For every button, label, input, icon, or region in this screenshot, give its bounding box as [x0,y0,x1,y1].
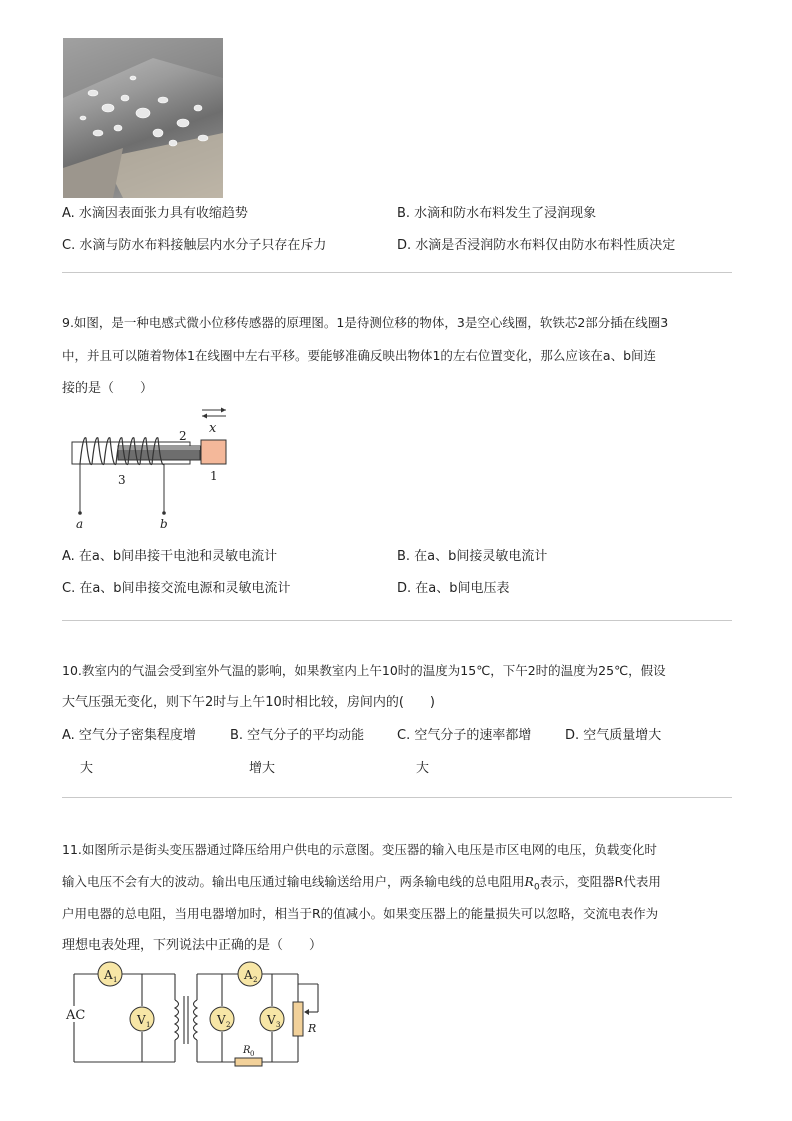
label-r0-sub: 0 [250,1050,255,1058]
label-1: 1 [210,469,218,483]
label-ac: AC [66,1008,86,1023]
q10-option-c-line2[interactable]: 大 [416,761,430,776]
q10-option-b-line2[interactable]: 增大 [249,761,276,776]
label-r: R [308,1022,317,1035]
q8-option-b[interactable]: B. 水滴和防水布料发生了浸润现象 [397,206,597,221]
q8-option-d[interactable]: D. 水滴是否浸润防水布料仅由防水布料性质决定 [397,238,676,253]
q11-line2-sub: 0 [533,882,540,893]
q10-option-c-line1[interactable]: C. 空气分子的速率都增 [397,728,532,743]
divider [62,620,732,621]
divider [62,797,732,798]
label-2: 2 [179,429,187,443]
q8-option-c[interactable]: C. 水滴与防水布料接触层内水分子只存在斥力 [62,238,327,253]
q9-stem-line2: 中，并且可以随着物体1在线圈中左右平移。要能够准确反映出物体1的左右位置变化，那么应该在a、b间连 [62,348,657,363]
q9-stem-line1: 9.如图，是一种电感式微小位移传感器的原理图。1是待测位移的物体，3是空心线圈，软铁芯2部分插在线圈3 [62,315,669,330]
q10-option-d-line1[interactable]: D. 空气质量增大 [565,728,662,743]
q9-stem-line3: 接的是（ ） [62,381,154,396]
label-3: 3 [118,473,126,487]
q11-line2-pre: 输入电压不会有大的波动。输出电压通过输电线输送给用户，两条输电线的总电阻用 [62,874,525,889]
water-droplets-illustration [63,38,223,198]
label-a2: A [244,968,253,982]
q10-stem-line2: 大气压强无变化，则下午2时与上午10时相比较，房间内的( ) [62,695,435,710]
inductive-sensor-diagram [60,402,250,532]
label-a1: A [104,968,113,982]
q10-option-a-line2[interactable]: 大 [80,761,94,776]
transformer-circuit-diagram [60,960,340,1072]
label-v1: V [137,1013,146,1027]
q11-line2-r: R [524,874,534,889]
q9-option-d[interactable]: D. 在a、b间电压表 [397,581,510,596]
label-a1-sub: 1 [113,976,118,984]
label-v3: V [267,1013,276,1027]
q10-option-a-line1[interactable]: A. 空气分子密集程度增 [62,728,196,743]
q9-option-a[interactable]: A. 在a、b间串接干电池和灵敏电流计 [62,549,278,564]
divider [62,272,732,273]
label-r0: R [243,1045,251,1056]
label-v3-sub: 3 [276,1021,281,1029]
q11-line2-post: 表示，变阻器R代表用 [539,874,661,889]
q11-stem-line3: 户用电器的总电阻，当用电器增加时，相当于R的值减小。如果变压器上的能量损失可以忽略，交流电表作为 [62,906,659,921]
label-x: x [209,421,217,436]
water-droplets-photo [63,38,223,198]
q10-stem-line1: 10.教室内的气温会受到室外气温的影响，如果教室内上午10时的温度为15℃，下午2时的温度为25℃，假设 [62,663,666,678]
q8-option-a[interactable]: A. 水滴因表面张力具有收缩趋势 [62,206,248,221]
label-v1-sub: 1 [146,1021,151,1029]
label-v2: V [217,1013,226,1027]
label-v2-sub: 2 [226,1021,231,1029]
q11-stem-line4: 理想电表处理，下列说法中正确的是（ ） [62,938,323,953]
q9-option-c[interactable]: C. 在a、b间串接交流电源和灵敏电流计 [62,581,291,596]
q11-stem-line1: 11.如图所示是街头变压器通过降压给用户供电的示意图。变压器的输入电压是市区电网的电压，负载变化时 [62,842,657,857]
q11-stem-line2 [62,873,661,897]
label-a2-sub: 2 [253,976,258,984]
label-a: a [76,517,84,531]
q10-option-b-line1[interactable]: B. 空气分子的平均动能 [230,728,365,743]
label-b: b [160,517,168,531]
q9-option-b[interactable]: B. 在a、b间接灵敏电流计 [397,549,548,564]
